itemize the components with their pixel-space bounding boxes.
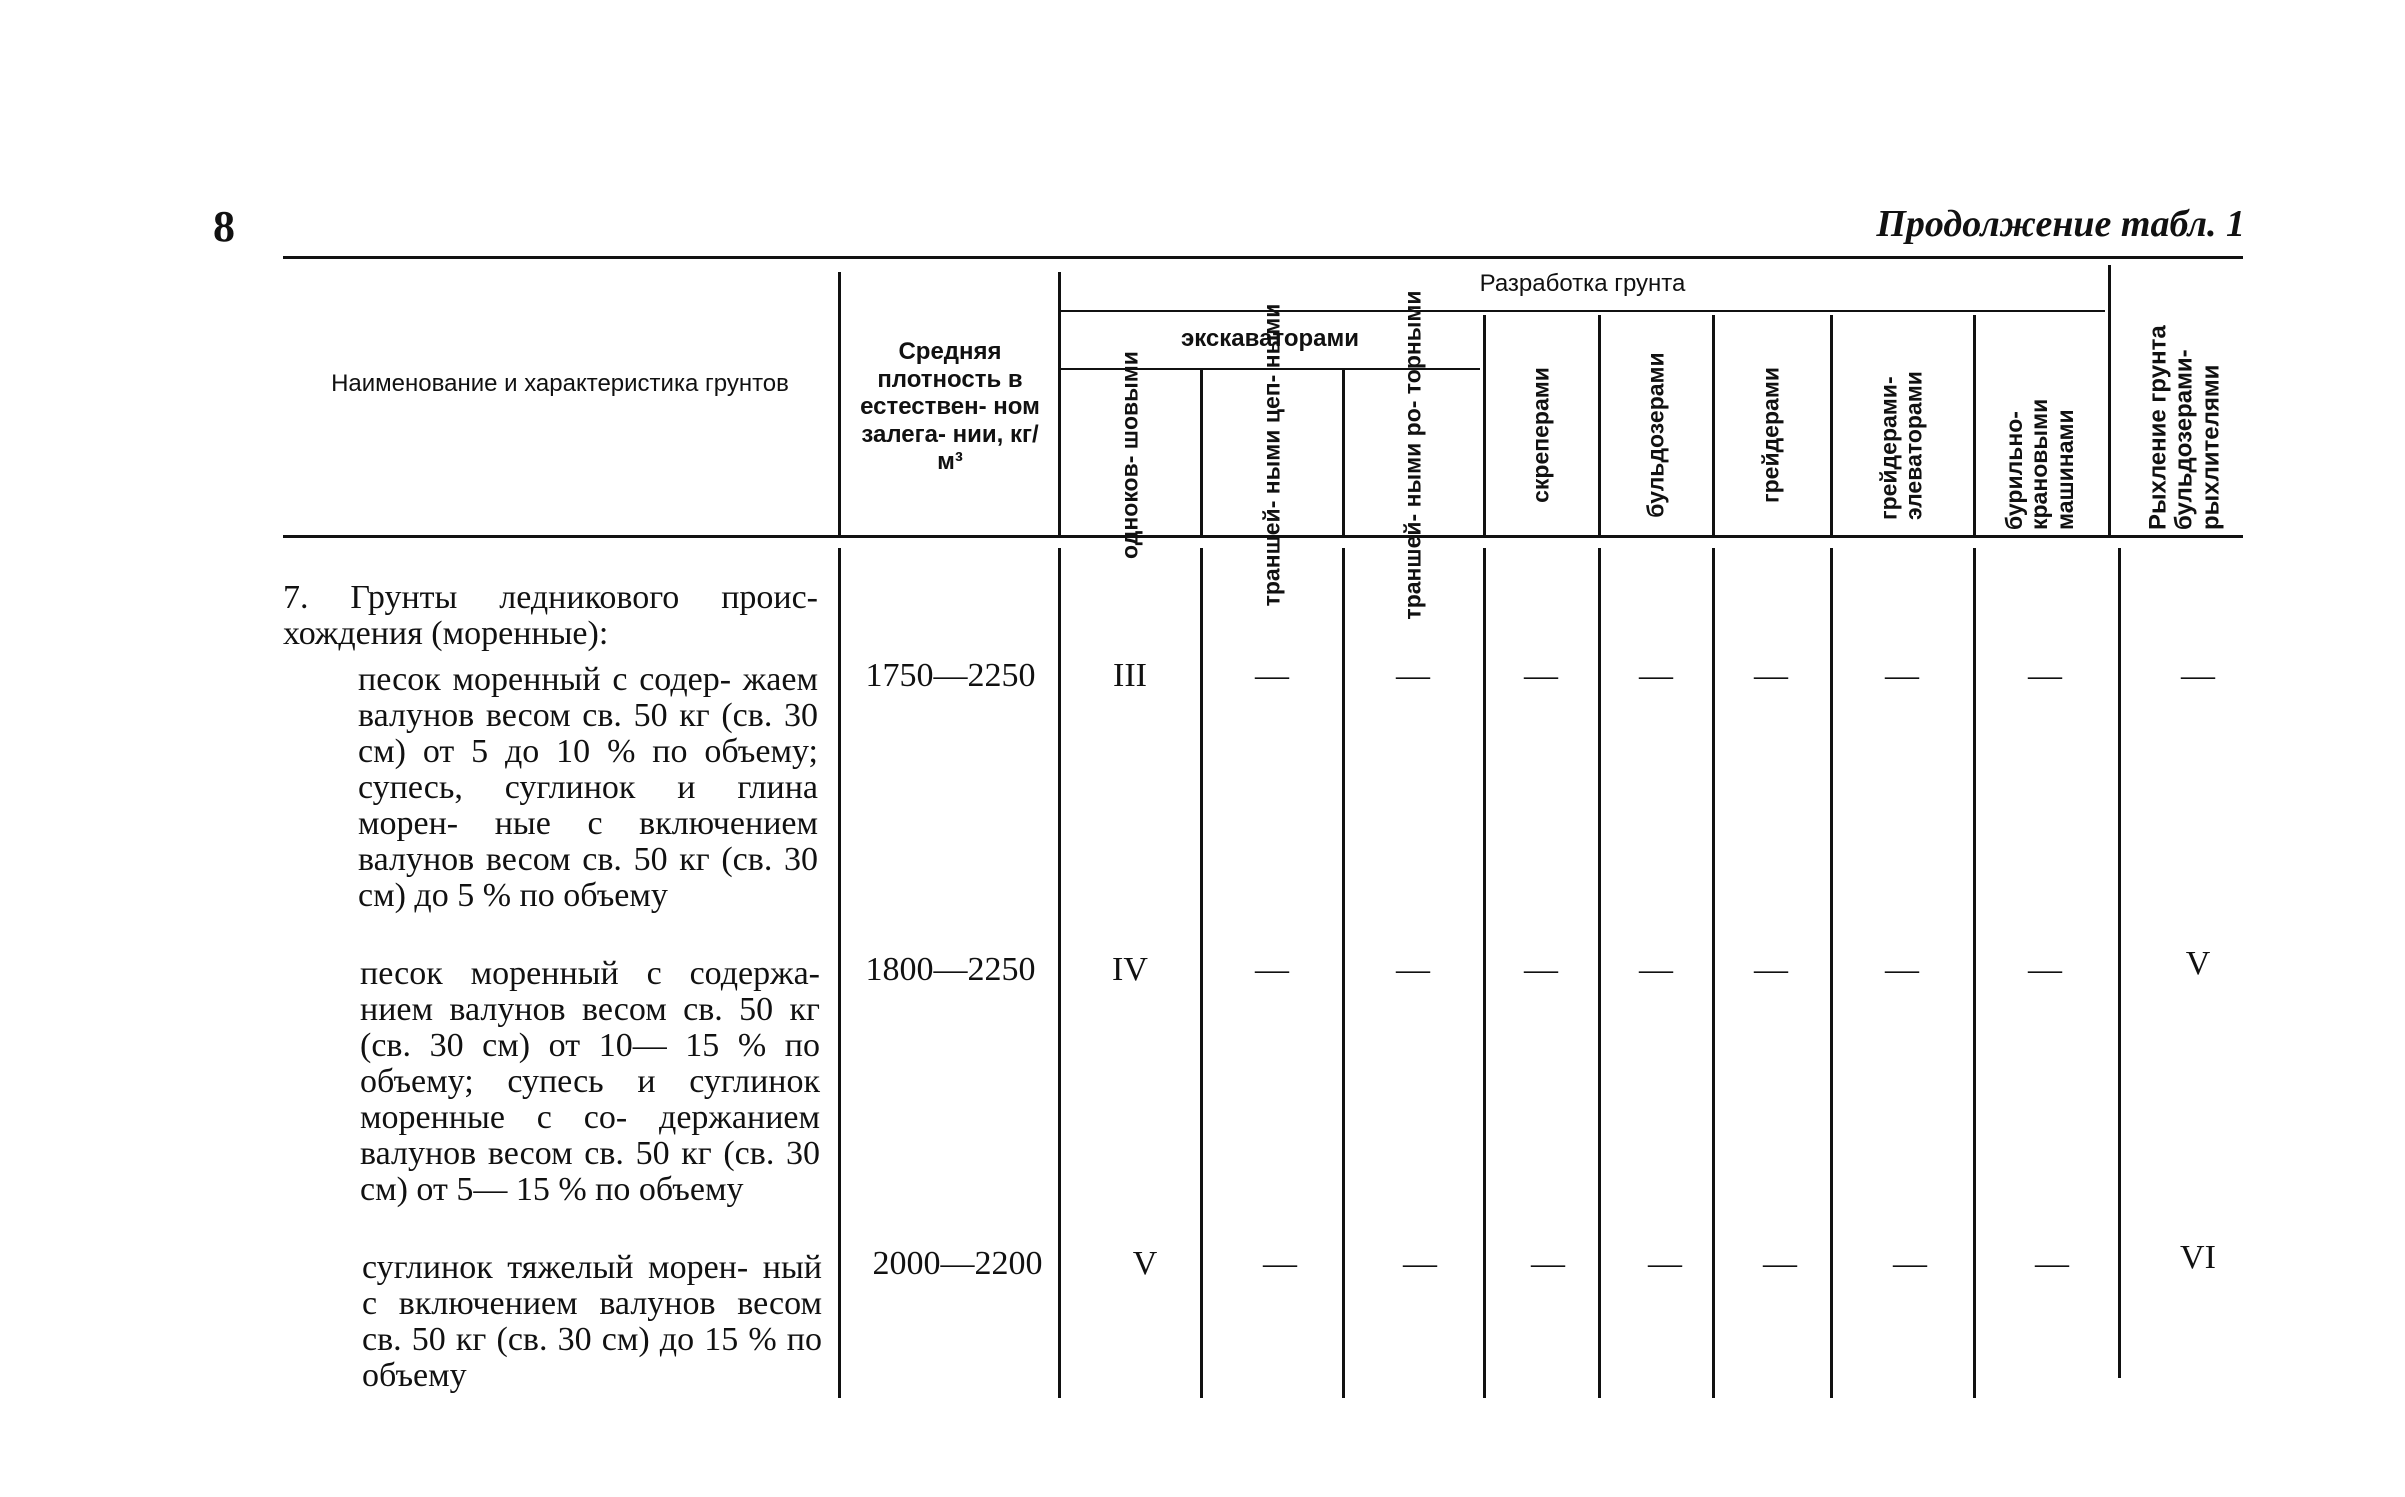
body-col-line-1 xyxy=(838,548,841,1398)
row-1-grader-elevators: — xyxy=(1885,657,1919,694)
header-sub-trench-rotary: траншей- ными ро- торными xyxy=(1399,290,1426,620)
row-2-description: песок моренный с содержа- нием валунов весом св. 50 кг (св. 30 см) от 10— 15 % по объему; супесь и суглинок моренные с со- держанием валунов весом св. 50 кг (св. 30 см) от 5— 15 % по объему xyxy=(360,955,820,1208)
body-col-line-4 xyxy=(1342,548,1345,1398)
row-3-bulldozers: — xyxy=(1648,1245,1682,1282)
row-1-scrapers: — xyxy=(1524,657,1558,694)
body-col-line-10 xyxy=(2118,548,2121,1378)
body-col-line-9 xyxy=(1973,548,1976,1398)
header-sub-single-bucket: однoков- шовыми xyxy=(1116,351,1143,559)
row-3-trench-rotary: — xyxy=(1403,1245,1437,1282)
row-3-description: суглинок тяжелый морен- ный с включением валунов весом св. 50 кг (св. 30 см) до 15 % по объему xyxy=(362,1249,822,1394)
body-col-line-8 xyxy=(1830,548,1833,1398)
row-2-density: 1800—2250 xyxy=(865,951,1036,988)
header-sub-bulldozers: бульдозерами xyxy=(1642,352,1669,518)
col-line-10 xyxy=(2108,265,2111,535)
group-title: 7. Грунты ледникового проис- хождения (моренные): xyxy=(283,579,818,652)
row-1-trench-rotary: — xyxy=(1396,657,1430,694)
body-col-line-7 xyxy=(1712,548,1715,1398)
row-2-bulldozers: — xyxy=(1639,951,1673,988)
row-2-grader-elevators: — xyxy=(1885,951,1919,988)
header-sub-grader-elevators: грейдерами- элеваторами xyxy=(1875,371,1927,520)
body-col-line-3 xyxy=(1200,548,1203,1398)
col-line-7 xyxy=(1712,315,1715,535)
col-line-5 xyxy=(1483,315,1486,535)
row-3-drill-crane: — xyxy=(2035,1245,2069,1282)
row-2-single-bucket: IV xyxy=(1112,951,1148,988)
header-sub-trench-chain: траншей- ными цеп- ными xyxy=(1258,303,1285,607)
col-line-3 xyxy=(1200,370,1203,535)
row-3-single-bucket: V xyxy=(1132,1245,1158,1282)
row-3-ripping: VI xyxy=(2180,1239,2216,1276)
row-2-graders: — xyxy=(1754,951,1788,988)
table-top-rule xyxy=(283,256,2243,259)
header-name-column: Наименование и характеристика грунтов xyxy=(331,370,789,397)
body-col-line-6 xyxy=(1598,548,1601,1398)
row-1-graders: — xyxy=(1754,657,1788,694)
row-1-ripping: — xyxy=(2181,657,2215,694)
row-1-drill-crane: — xyxy=(2028,657,2062,694)
row-3-trench-chain: — xyxy=(1263,1245,1297,1282)
row-2-scrapers: — xyxy=(1524,951,1558,988)
header-density-column: Средняя плотность в естествен- ном залега- нии, кг/м³ xyxy=(860,338,1040,476)
row-1-density: 1750—2250 xyxy=(865,657,1036,694)
row-1-description: песок моренный с содер- жаем валунов весом св. 50 кг (св. 30 см) от 5 до 10 % по объему; супесь, суглинок и глина морен- ные с включением валунов весом св. 50 кг (св. 30 см) до 5 % по объему xyxy=(358,661,818,914)
header-sub-scrapers: скреперами xyxy=(1527,367,1554,503)
header-sub-graders: грейдерами xyxy=(1757,367,1784,503)
row-3-density: 2000—2200 xyxy=(872,1245,1043,1282)
col-line-2 xyxy=(1058,272,1061,535)
header-development: Разработка грунта xyxy=(1479,270,1686,297)
col-line-9 xyxy=(1973,315,1976,535)
row-2-ripping: V xyxy=(2185,945,2211,982)
row-3-graders: — xyxy=(1763,1245,1797,1282)
row-2-drill-crane: — xyxy=(2028,951,2062,988)
col-line-1 xyxy=(838,272,841,535)
row-2-trench-chain: — xyxy=(1255,951,1289,988)
header-sub-ripping: Рыхление грунта бульдозерами- рыхлителями xyxy=(2144,325,2225,530)
header-excavators: экскаваторами xyxy=(1180,325,1360,352)
row-3-grader-elevators: — xyxy=(1893,1245,1927,1282)
row-2-trench-rotary: — xyxy=(1396,951,1430,988)
table-continuation-title: Продолжение табл. 1 xyxy=(1876,203,2245,245)
col-line-4 xyxy=(1342,370,1345,535)
col-line-8 xyxy=(1830,315,1833,535)
development-rule xyxy=(1060,310,2105,312)
header-sub-drill-crane: бурильно- крановыми машинами xyxy=(2001,398,2078,530)
row-3-scrapers: — xyxy=(1531,1245,1565,1282)
row-1-single-bucket: III xyxy=(1113,657,1147,694)
body-col-line-5 xyxy=(1483,548,1486,1398)
row-1-trench-chain: — xyxy=(1255,657,1289,694)
col-line-6 xyxy=(1598,315,1601,535)
page-number: 8 xyxy=(213,202,235,251)
row-1-bulldozers: — xyxy=(1639,657,1673,694)
